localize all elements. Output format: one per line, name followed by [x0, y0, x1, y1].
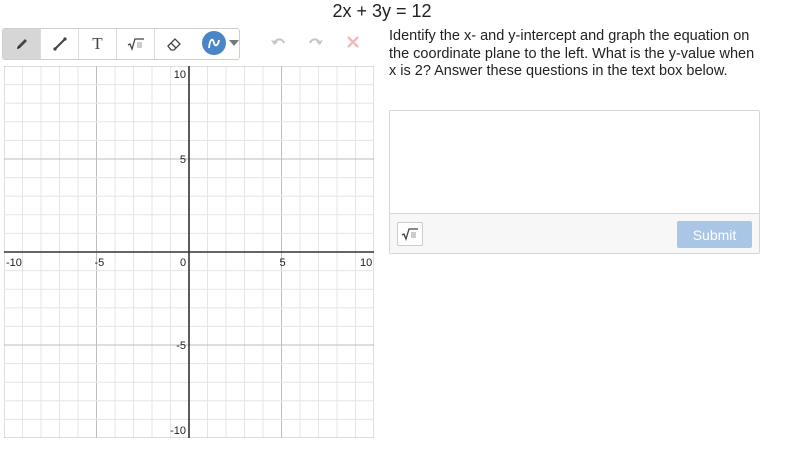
redo-icon [308, 34, 324, 50]
sqrt-icon [401, 227, 419, 241]
close-icon [345, 34, 361, 50]
redo-button[interactable] [308, 34, 324, 55]
answer-footer [390, 214, 759, 253]
x-tick-label: -10 [6, 257, 22, 269]
clear-button[interactable] [345, 34, 361, 55]
answer-box [389, 110, 760, 254]
submit-button[interactable]: Submit [677, 221, 752, 248]
x-tick-label: 10 [360, 257, 373, 269]
x-tick-label: -5 [94, 257, 105, 269]
x-tick-label: 0 [180, 257, 187, 269]
undo-icon [270, 34, 286, 50]
equation-title: 2x + 3y = 12 [332, 1, 432, 21]
line-icon [52, 36, 68, 52]
chevron-down-icon[interactable] [229, 40, 239, 46]
y-tick-label: -5 [176, 340, 186, 352]
drawing-toolbar [2, 28, 374, 60]
math-input-button[interactable] [397, 222, 423, 246]
coordinate-plane[interactable] [4, 66, 374, 438]
sqrt-icon [127, 37, 145, 51]
pencil-icon [14, 36, 30, 52]
y-tick-label: 10 [173, 69, 186, 81]
text-tool-button[interactable] [79, 29, 117, 59]
question-text: Identify the x- and y-intercept and graph the equation on the coordinate plane to the left. What is the y-value when x is 2? Answer these questions in the text box below. [389, 28, 755, 79]
eraser-icon [166, 36, 182, 52]
answer-textarea[interactable] [390, 111, 759, 214]
pencil-tool-button[interactable] [3, 29, 41, 59]
text-icon: T [92, 34, 103, 53]
y-tick-label: 5 [179, 154, 186, 166]
math-tool-button[interactable] [117, 29, 155, 59]
eraser-tool-button[interactable] [155, 29, 193, 59]
curve-icon [207, 36, 221, 50]
x-tick-label: 5 [279, 257, 286, 269]
undo-button[interactable] [270, 34, 286, 55]
y-tick-label: -10 [170, 425, 186, 437]
curve-tool-button[interactable] [202, 31, 226, 55]
line-tool-button[interactable] [41, 29, 79, 59]
